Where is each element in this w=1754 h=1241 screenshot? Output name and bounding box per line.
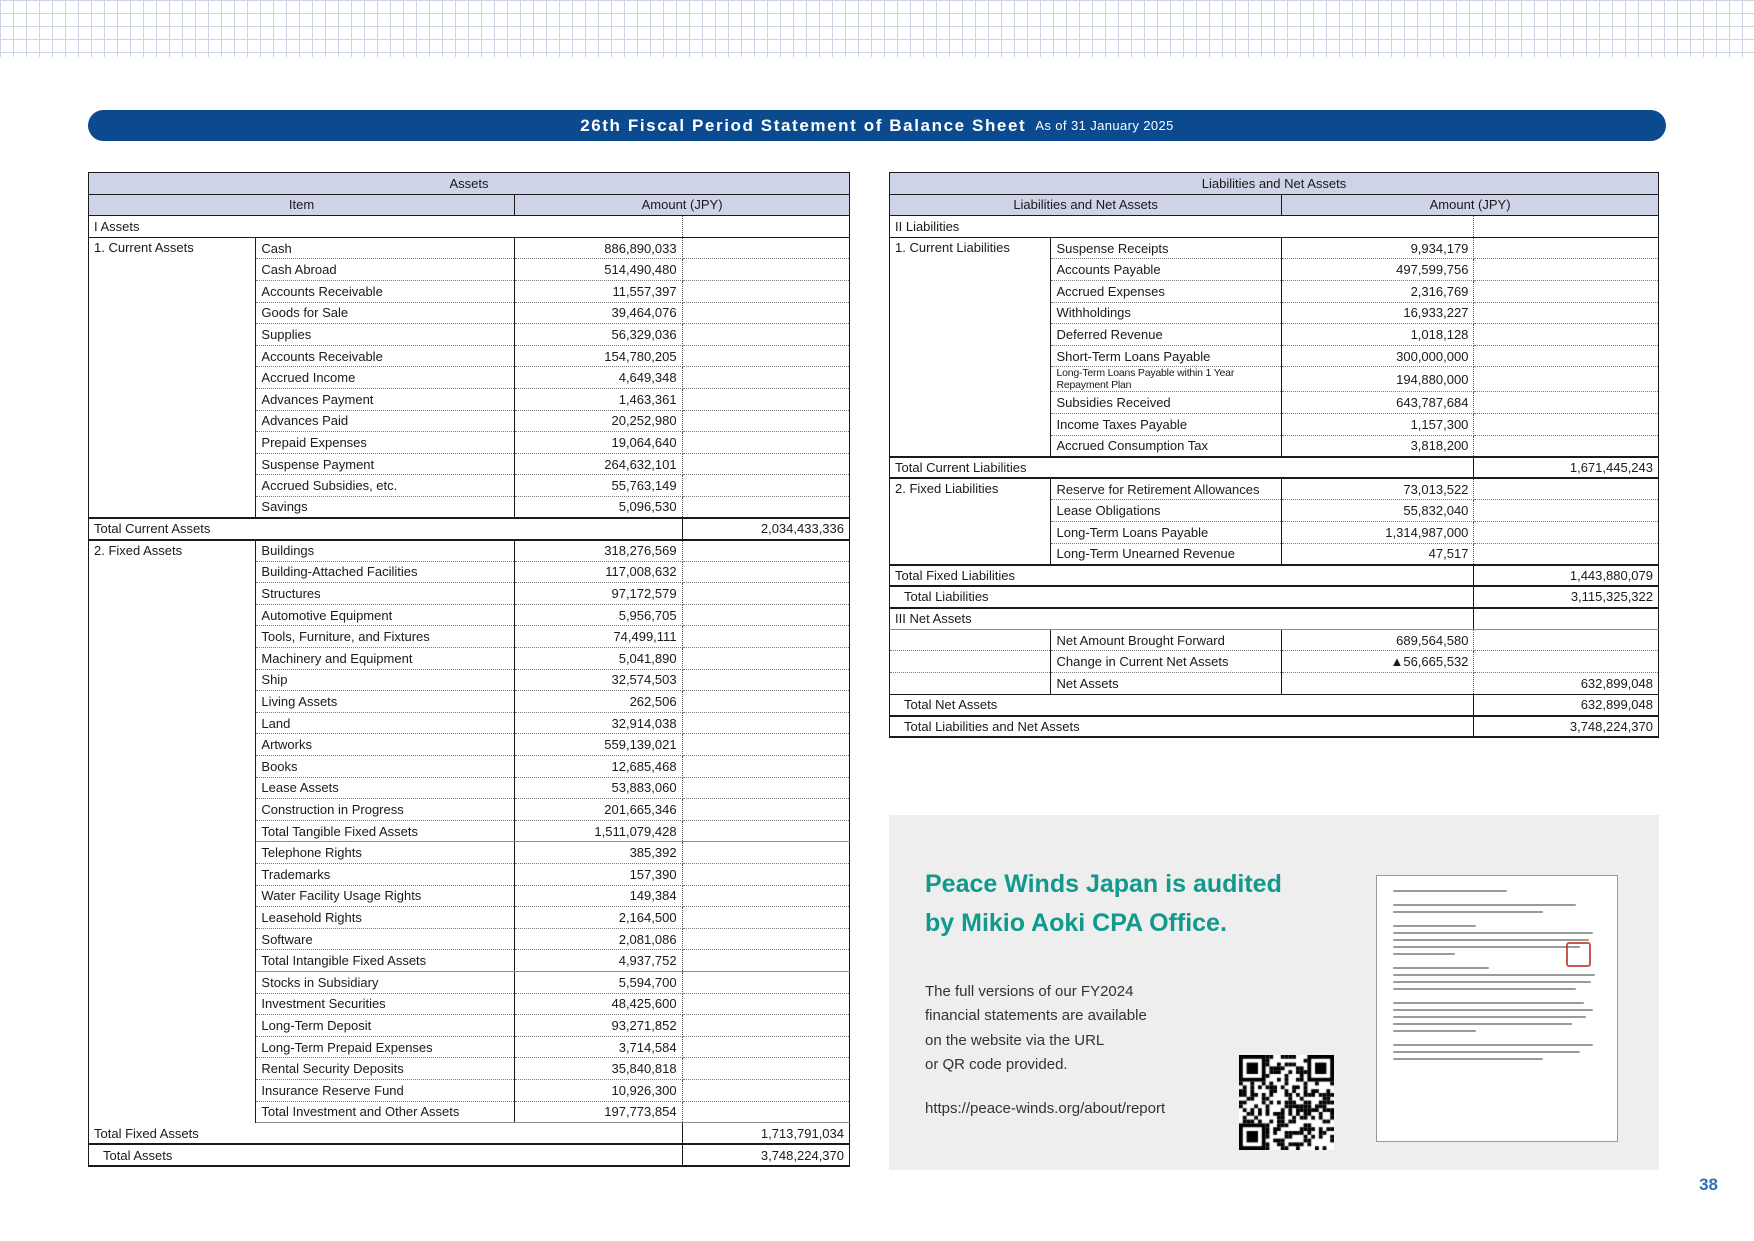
audit-body-text [925,980,1255,1077]
net-assets-item-label: Net Assets [1051,673,1282,695]
assets-item-amount: 93,271,852 [515,1015,682,1037]
assets-item-label: Trademarks [256,864,515,886]
liab-item-amount: 55,832,040 [1282,500,1474,522]
liab-group-fixed: 2. Fixed Liabilities [890,478,1051,564]
assets-item-label: Living Assets [256,691,515,713]
assets-item-amount: 117,008,632 [515,561,682,583]
total-liab-and-net-amount: 3,748,224,370 [1474,716,1659,738]
assets-item-label: Buildings [256,540,515,562]
seal-stamp-icon [1566,942,1591,967]
subtotal-tangible-label: Total Tangible Fixed Assets [256,820,515,842]
liab-item-label: Withholdings [1051,302,1282,324]
total-assets-amount: 3,748,224,370 [682,1144,849,1166]
total-current-assets-amount: 2,034,433,336 [682,518,849,540]
table-row [890,478,1659,500]
assets-item-label: Structures [256,583,515,605]
assets-item-label: Tools, Furniture, and Fixtures [256,626,515,648]
assets-item-label: Prepaid Expenses [256,432,515,454]
assets-item-label: Insurance Reserve Fund [256,1079,515,1101]
liab-item-label: Long-Term Unearned Revenue [1051,543,1282,565]
subtotal-intangible-label: Total Intangible Fixed Assets [256,950,515,972]
liab-item-amount: 16,933,227 [1282,302,1474,324]
total-row [890,694,1659,716]
assets-band-row [89,173,850,195]
assets-item-label: Stocks in Subsidiary [256,971,515,993]
net-assets-item-total [1474,651,1659,673]
assets-item-label: Accrued Income [256,367,515,389]
liab-item-amount: 1,157,300 [1282,413,1474,435]
liab-item-amount: 47,517 [1282,543,1474,565]
liabilities-table [889,172,1659,738]
assets-item-label: Accrued Subsidies, etc. [256,475,515,497]
assets-group-fixed: 2. Fixed Assets [89,540,256,1123]
liab-item-amount: 3,818,200 [1282,435,1474,457]
audit-body-line2: financial statements are available [925,1007,1147,1025]
total-fixed-assets-label: Total Fixed Assets [89,1123,515,1145]
total-current-liabilities-amount: 1,671,445,243 [1474,457,1659,479]
assets-item-amount: 201,665,346 [515,799,682,821]
total-current-liabilities-label: Total Current Liabilities [890,457,1282,479]
net-assets-item-label: Net Amount Brought Forward [1051,629,1282,651]
assets-item-label: Long-Term Prepaid Expenses [256,1036,515,1058]
assets-item-amount: 318,276,569 [515,540,682,562]
assets-item-label: Cash Abroad [256,259,515,281]
table-row [890,651,1659,673]
assets-item-label: Accounts Receivable [256,280,515,302]
assets-item-amount: 514,490,480 [515,259,682,281]
total-row [890,586,1659,608]
assets-item-amount: 11,557,397 [515,280,682,302]
audit-info-panel [889,815,1659,1170]
assets-item-amount: 55,763,149 [515,475,682,497]
assets-item-label: Cash [256,237,515,259]
audit-body-line3: on the website via the URL [925,1031,1105,1049]
total-assets-label: Total Assets [89,1144,515,1166]
assets-item-label: Building-Attached Facilities [256,561,515,583]
liab-item-label: Suspense Receipts [1051,237,1282,259]
subtotal-tangible-amount: 1,511,079,428 [515,820,682,842]
assets-item-amount: 2,164,500 [515,907,682,929]
total-net-assets-amount: 632,899,048 [1474,694,1659,716]
net-assets-item-total: 632,899,048 [1474,673,1659,695]
assets-item-label: Lease Assets [256,777,515,799]
assets-item-label: Supplies [256,324,515,346]
assets-item-label: Rental Security Deposits [256,1058,515,1080]
audit-heading [925,865,1355,943]
assets-item-label: Advances Payment [256,388,515,410]
audit-body-line4: or QR code provided. [925,1055,1068,1073]
assets-item-label: Investment Securities [256,993,515,1015]
liab-item-label: Accrued Expenses [1051,280,1282,302]
total-fixed-assets-amount: 1,713,791,034 [682,1123,849,1145]
assets-item-amount: 262,506 [515,691,682,713]
liab-item-label: Accounts Payable [1051,259,1282,281]
assets-item-label: Machinery and Equipment [256,648,515,670]
assets-item-label: Telephone Rights [256,842,515,864]
liab-item-label: Subsidies Received [1051,392,1282,414]
liab-item-amount: 73,013,522 [1282,478,1474,500]
assets-item-amount: 56,329,036 [515,324,682,346]
assets-item-amount: 97,172,579 [515,583,682,605]
liab-item-label: Short-Term Loans Payable [1051,345,1282,367]
qr-code-icon[interactable] [1239,1055,1334,1150]
liab-group-current: 1. Current Liabilities [890,237,1051,456]
liabilities-table-container [889,172,1659,738]
assets-table-container [88,172,850,1167]
net-assets-item-total [1474,629,1659,651]
table-row [89,237,850,259]
total-row [89,518,850,540]
total-liabilities-amount: 3,115,325,322 [1474,586,1659,608]
liab-item-amount: 1,314,987,000 [1282,521,1474,543]
assets-item-amount: 4,649,348 [515,367,682,389]
liab-band-title: Liabilities and Net Assets [890,173,1659,195]
table-row [89,540,850,562]
page-title-banner [88,110,1666,141]
assets-item-amount: 32,574,503 [515,669,682,691]
assets-item-amount: 264,632,101 [515,453,682,475]
liab-section-label: II Liabilities [890,216,1282,238]
assets-item-amount: 154,780,205 [515,345,682,367]
net-assets-section-label: III Net Assets [890,608,1282,630]
assets-item-amount: 5,594,700 [515,971,682,993]
audit-heading-line1: Peace Winds Japan is audited [925,870,1282,898]
assets-item-amount: 39,464,076 [515,302,682,324]
assets-item-label: Leasehold Rights [256,907,515,929]
page-title-date: As of 31 January 2025 [1035,118,1174,133]
subtotal-intangible-amount: 4,937,752 [515,950,682,972]
assets-item-amount: 19,064,640 [515,432,682,454]
assets-item-label: Construction in Progress [256,799,515,821]
assets-col-item: Item [89,194,515,216]
liab-item-amount: 194,880,000 [1282,367,1474,392]
liab-item-label: Deferred Revenue [1051,324,1282,346]
net-assets-section-row [890,608,1659,630]
assets-item-label: Land [256,712,515,734]
assets-item-amount: 559,139,021 [515,734,682,756]
net-assets-item-amount: 689,564,580 [1282,629,1474,651]
assets-item-label: Long-Term Deposit [256,1015,515,1037]
liab-band-row [890,173,1659,195]
assets-item-amount: 10,926,300 [515,1079,682,1101]
liab-item-amount: 9,934,179 [1282,237,1474,259]
assets-item-amount: 385,392 [515,842,682,864]
assets-item-amount: 48,425,600 [515,993,682,1015]
liab-col-item: Liabilities and Net Assets [890,194,1282,216]
liab-item-amount: 2,316,769 [1282,280,1474,302]
assets-item-amount: 5,956,705 [515,604,682,626]
report-url-link[interactable]: https://peace-winds.org/about/report [925,1100,1166,1117]
assets-item-amount: 74,499,111 [515,626,682,648]
total-fixed-liabilities-label: Total Fixed Liabilities [890,565,1282,587]
assets-item-amount: 5,041,890 [515,648,682,670]
liab-item-amount: 1,018,128 [1282,324,1474,346]
liab-item-amount: 497,599,756 [1282,259,1474,281]
net-assets-item-amount [1282,673,1474,695]
total-row [890,565,1659,587]
liab-item-amount: 300,000,000 [1282,345,1474,367]
total-row [89,1144,850,1166]
total-liabilities-label: Total Liabilities [890,586,1282,608]
liab-item-label: Lease Obligations [1051,500,1282,522]
assets-item-label: Water Facility Usage Rights [256,885,515,907]
assets-col-amount: Amount (JPY) [515,194,850,216]
assets-band-title: Assets [89,173,850,195]
liab-col-amount: Amount (JPY) [1282,194,1659,216]
assets-item-amount: 157,390 [515,864,682,886]
total-liab-and-net-label: Total Liabilities and Net Assets [890,716,1282,738]
liab-header-row [890,194,1659,216]
assets-item-label: Books [256,756,515,778]
liab-item-amount: 643,787,684 [1282,392,1474,414]
liab-item-label: Income Taxes Payable [1051,413,1282,435]
total-row [890,457,1659,479]
liab-item-label: Reserve for Retirement Allowances [1051,478,1282,500]
total-row [89,1123,850,1145]
liab-section-row [890,216,1659,238]
assets-item-label: Savings [256,496,515,518]
assets-item-label: Goods for Sale [256,302,515,324]
page-title: 26th Fiscal Period Statement of Balance Sheet [580,115,1027,135]
liab-item-label: Long-Term Loans Payable within 1 Year Repayment Plan [1051,367,1282,392]
assets-header-row [89,194,850,216]
assets-item-amount: 5,096,530 [515,496,682,518]
liab-item-label: Accrued Consumption Tax [1051,435,1282,457]
assets-item-label: Automotive Equipment [256,604,515,626]
total-current-assets-label: Total Current Assets [89,518,515,540]
net-assets-item-amount: ▲56,665,532 [1282,651,1474,673]
total-net-assets-label: Total Net Assets [890,694,1282,716]
assets-item-amount: 149,384 [515,885,682,907]
assets-item-label: Ship [256,669,515,691]
table-row [890,237,1659,259]
assets-item-amount: 1,463,361 [515,388,682,410]
audit-body-line1: The full versions of our FY2024 [925,983,1134,1000]
assets-item-label: Accounts Receivable [256,345,515,367]
assets-table [88,172,850,1167]
total-fixed-liabilities-amount: 1,443,880,079 [1474,565,1659,587]
net-assets-item-label: Change in Current Net Assets [1051,651,1282,673]
liab-item-label: Long-Term Loans Payable [1051,521,1282,543]
assets-item-label: Artworks [256,734,515,756]
page-number: 38 [1699,1175,1718,1194]
assets-section-label: I Assets [89,216,515,238]
assets-item-amount: 886,890,033 [515,237,682,259]
assets-item-amount: 32,914,038 [515,712,682,734]
assets-item-label: Software [256,928,515,950]
audit-certificate-image [1376,875,1618,1142]
assets-item-amount: 3,714,584 [515,1036,682,1058]
assets-section-row [89,216,850,238]
audit-heading-line2: by Mikio Aoki CPA Office. [925,908,1227,937]
assets-item-label: Suspense Payment [256,453,515,475]
total-row [890,716,1659,738]
assets-item-amount: 12,685,468 [515,756,682,778]
assets-item-amount: 20,252,980 [515,410,682,432]
assets-item-amount: 35,840,818 [515,1058,682,1080]
subtotal-investments-amount: 197,773,854 [515,1101,682,1123]
assets-item-label: Advances Paid [256,410,515,432]
assets-item-amount: 2,081,086 [515,928,682,950]
assets-group-current: 1. Current Assets [89,237,256,518]
table-row [890,673,1659,695]
subtotal-investments-label: Total Investment and Other Assets [256,1101,515,1123]
assets-item-amount: 53,883,060 [515,777,682,799]
table-row [890,629,1659,651]
